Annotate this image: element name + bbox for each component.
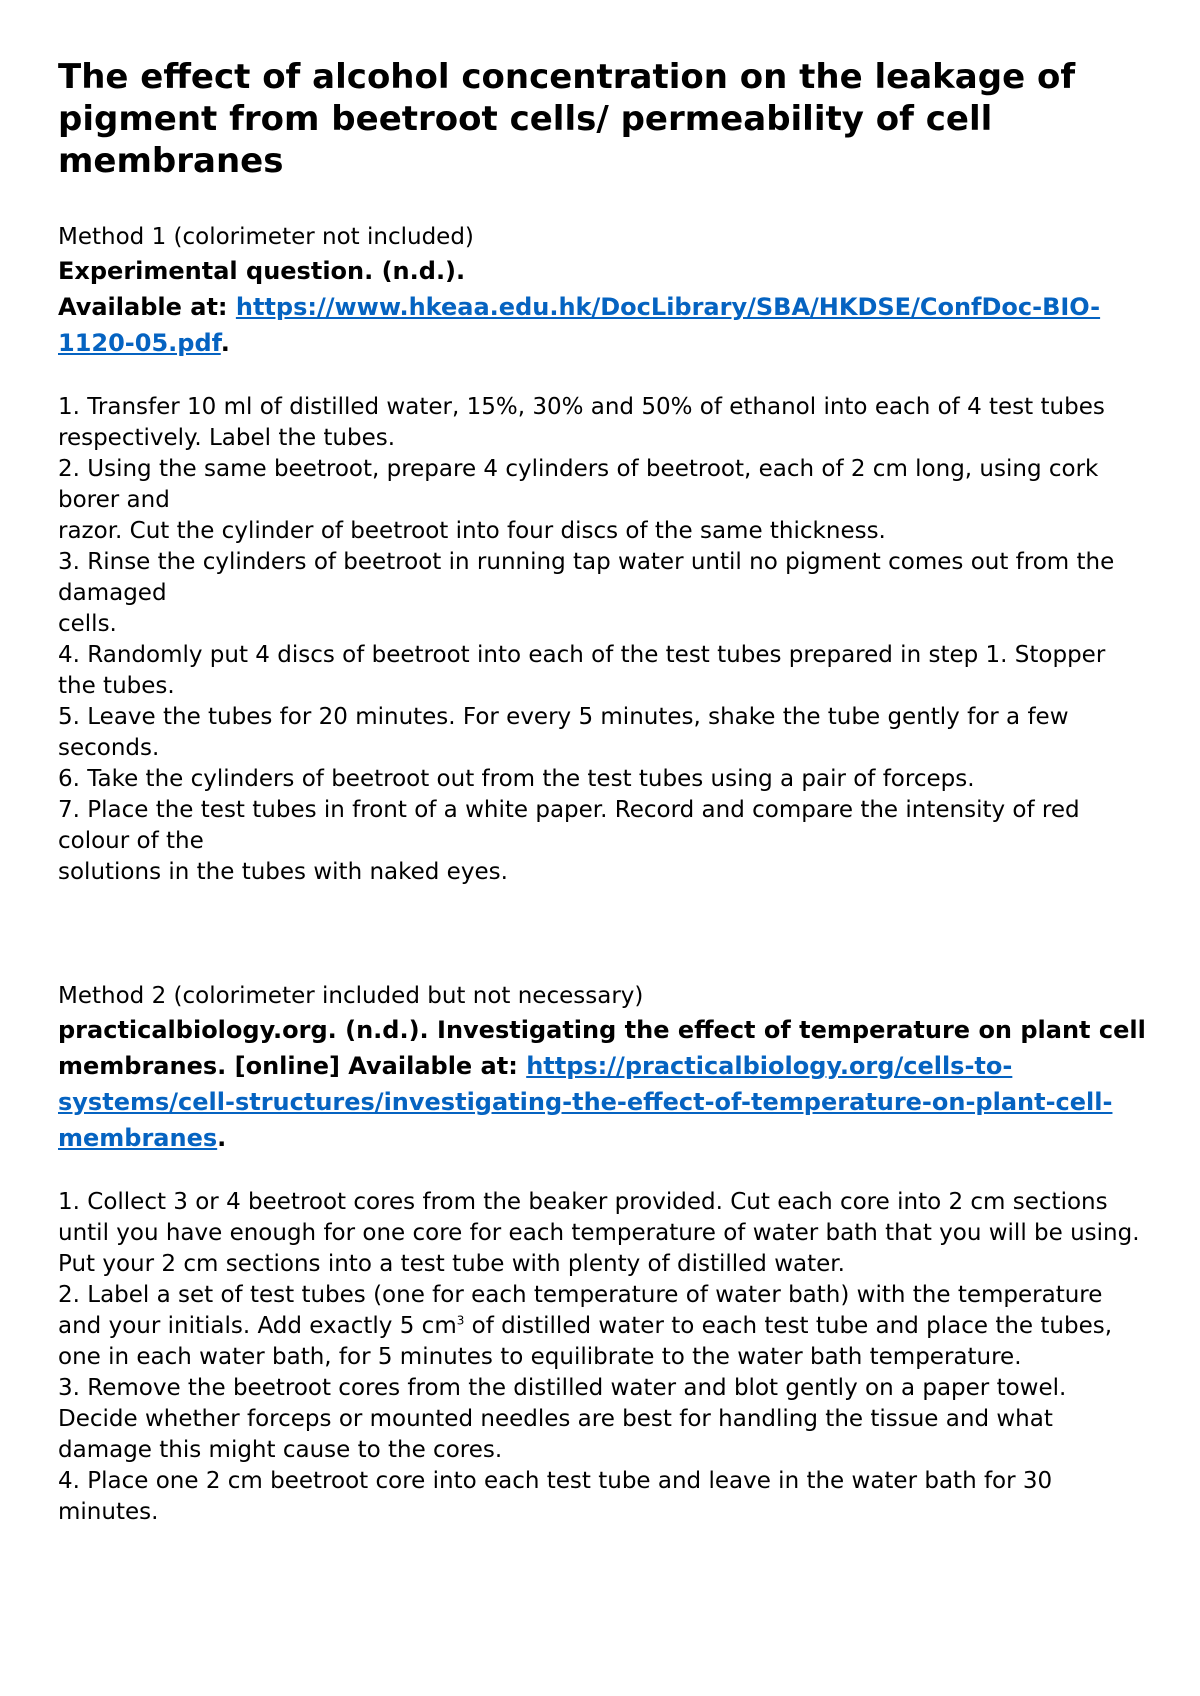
method2-heading: Method 2 (colorimeter included but not necessary) <box>58 983 644 1009</box>
method1-heading: Method 1 (colorimeter not included) <box>58 224 474 250</box>
method1-step-line: 5. Leave the tubes for 20 minutes. For every 5 minutes, shake the tube gently for a few seconds. <box>58 704 1069 761</box>
method2-step-4: 4. Place one 2 cm beetroot core into each test tube and leave in the water bath for 30 minutes. <box>58 1468 1053 1525</box>
method1-step-line: solutions in the tubes with naked eyes. <box>58 859 508 885</box>
method1-step-line: respectively. Label the tubes. <box>58 425 396 451</box>
method1-step-line: 6. Take the cylinders of beetroot out from the test tubes using a pair of forceps. <box>58 766 975 792</box>
method1-step-line: 1. Transfer 10 ml of distilled water, 15%, 30% and 50% of ethanol into each of 4 test tubes <box>58 394 1105 420</box>
method2-step-2: 2. Label a set of test tubes (one for each temperature of water bath) with the temperature and your initials. Add exactly 5 $cm^3$ of distilled water to each test tube and place the tubes, one in each water bath, for 5 minutes to equilibrate to the water bath temperature. <box>58 1282 1113 1370</box>
hkeaa-link[interactable]: https://www.hkeaa.edu.hk/DocLibrary/SBA/HKDSE/ConfDoc-BIO-1120-05.pdf <box>58 293 1101 357</box>
method2-citation-text: practicalbiology.org. (n.d.). Investigating the effect of temperature on plant cell membranes. [online] Available at: <box>58 1016 1146 1080</box>
method1-step-line: 7. Place the test tubes in front of a white paper. Record and compare the intensity of red colour of the <box>58 797 1080 854</box>
citation-period: . <box>220 329 230 357</box>
method2-step-3: 3. Remove the beetroot cores from the distilled water and blot gently on a paper towel. Decide whether forceps or mounted needles are best for handling the tissue and what damage this might cause to the cores. <box>58 1375 1067 1463</box>
method1-step-line: razor. Cut the cylinder of beetroot into four discs of the same thickness. <box>58 518 886 544</box>
method1-steps <box>58 392 1148 888</box>
method1-step-line: 2. Using the same beetroot, prepare 4 cylinders of beetroot, each of 2 cm long, using cork borer and <box>58 456 1099 513</box>
method2-citation <box>58 1012 1148 1156</box>
method1-citation-source <box>58 289 1148 361</box>
method1-step-line: 4. Randomly put 4 discs of beetroot into each of the test tubes prepared in step 1. Stopper the tubes. <box>58 642 1106 699</box>
citation-period: . <box>217 1124 227 1152</box>
document-title: The effect of alcohol concentration on the leakage of pigment from beetroot cells/ permeability of cell membranes <box>58 57 1076 181</box>
method1-step-line: 3. Rinse the cylinders of beetroot in running tap water until no pigment comes out from the damaged <box>58 549 1115 606</box>
practicalbiology-link[interactable]: https://practicalbiology.org/cells-to-systems/cell-structures/investigating-the-effect-of-temperature-on-plant-cell-membranes <box>58 1052 1113 1152</box>
method1-step-line: cells. <box>58 611 117 637</box>
available-at-label: Available at: <box>58 293 236 321</box>
document-content <box>58 56 1148 1528</box>
method1-citation-title: Experimental question. (n.d.). <box>58 257 466 285</box>
method2-step-1: 1. Collect 3 or 4 beetroot cores from the beaker provided. Cut each core into 2 cm sections until you have enough for one core for each temperature of water bath that you will be using. Put your 2 cm sections into a test tube with plenty of distilled water. <box>58 1189 1140 1277</box>
cubic-superscript: 3 <box>456 1313 465 1328</box>
method2-steps <box>58 1187 1148 1528</box>
